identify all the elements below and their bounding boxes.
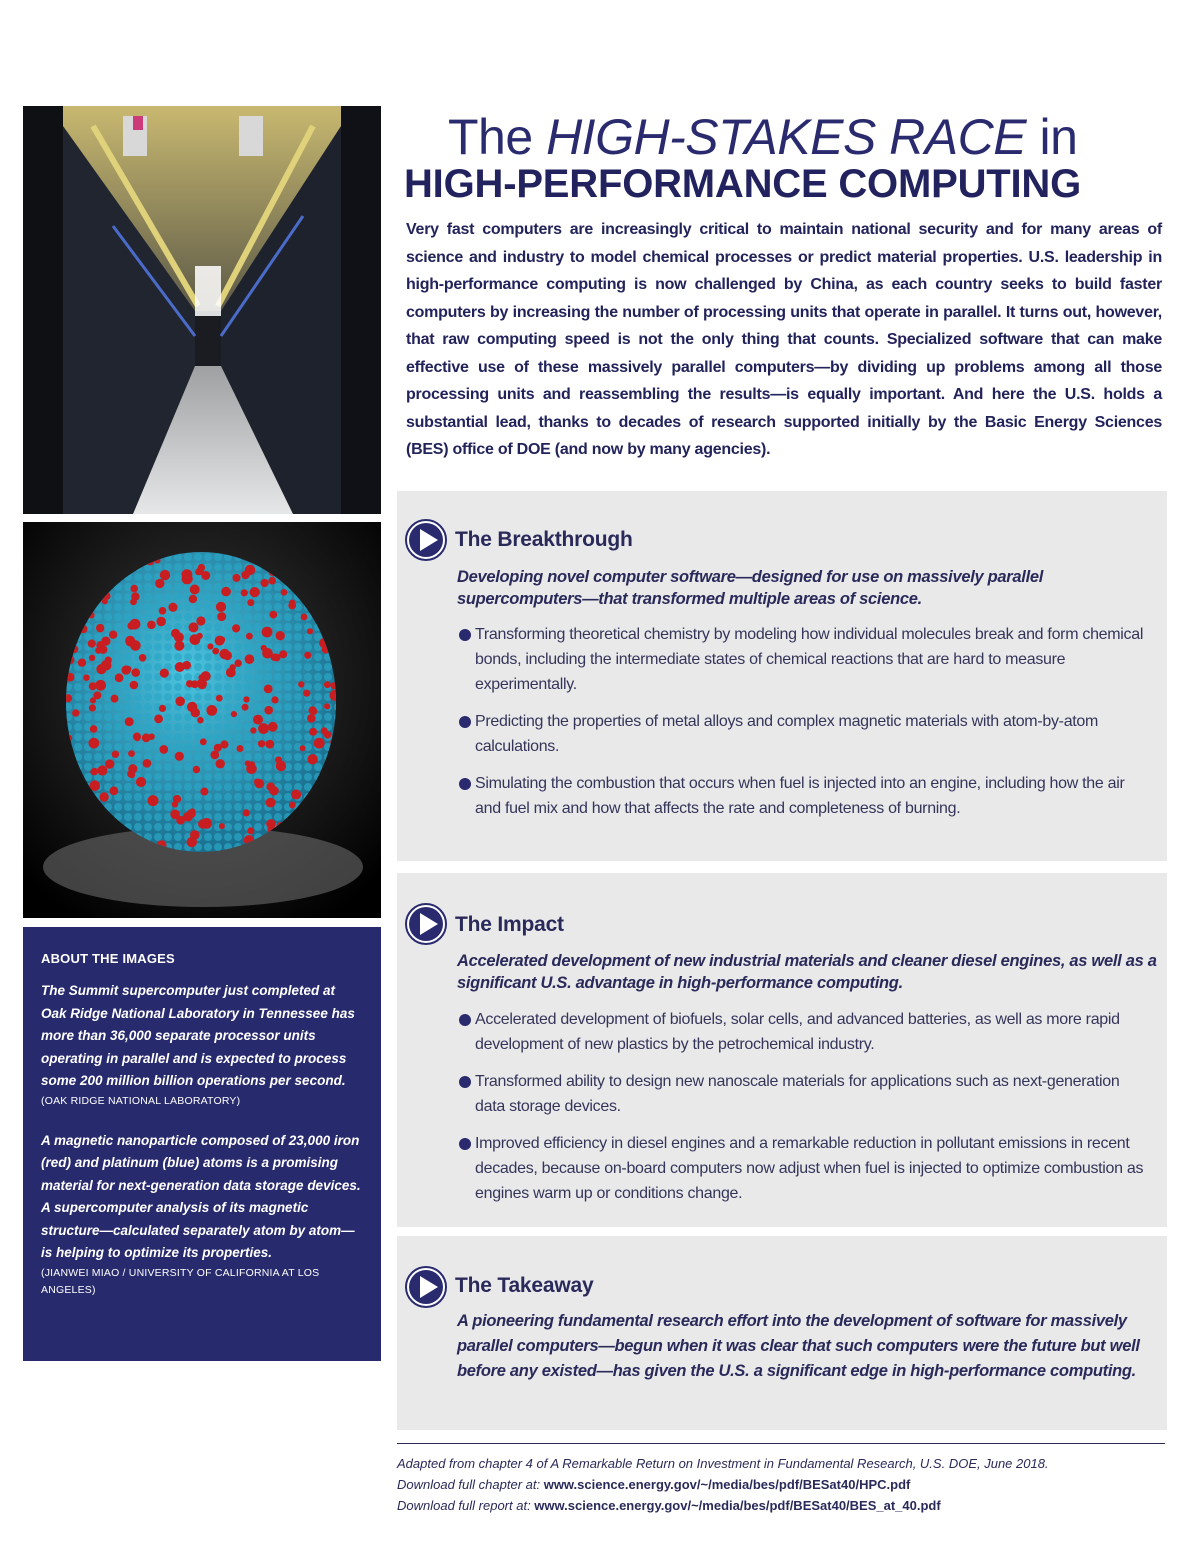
- iron-atom: [197, 717, 204, 724]
- iron-atom: [189, 622, 199, 632]
- iron-atom: [230, 664, 236, 670]
- nanoparticle-illustration: [23, 522, 381, 918]
- iron-atom: [131, 668, 140, 677]
- iron-atom: [154, 715, 163, 724]
- iron-atom: [189, 595, 197, 603]
- iron-atom: [147, 621, 156, 630]
- iron-atom: [139, 654, 147, 662]
- iron-atom: [217, 612, 226, 621]
- takeaway-title: The Takeaway: [455, 1274, 594, 1297]
- bullet-dot-icon: [459, 778, 471, 790]
- iron-atom: [128, 764, 137, 773]
- iron-atom: [212, 648, 219, 655]
- footer-adapted: Adapted from chapter 4 of A Remarkable Return on Investment in Fundamental Research, U.S. DOE, June 2018.: [397, 1456, 1049, 1471]
- iron-atom: [246, 633, 253, 640]
- list-item: [457, 771, 1147, 821]
- iron-atom: [136, 777, 146, 787]
- iron-atom: [255, 779, 265, 789]
- breakthrough-title: The Breakthrough: [455, 528, 633, 551]
- iron-atom: [90, 725, 98, 733]
- iron-atom: [159, 705, 166, 712]
- list-item: [457, 709, 1147, 759]
- iron-atom: [298, 681, 304, 687]
- title-post: in: [1026, 109, 1078, 165]
- iron-atom: [301, 614, 308, 621]
- iron-atom: [125, 666, 131, 672]
- iron-atom: [196, 616, 205, 625]
- iron-atom: [307, 754, 317, 764]
- iron-atom: [130, 640, 141, 651]
- iron-atom: [262, 627, 273, 638]
- footer-report-label: Download full report at:: [397, 1498, 535, 1513]
- credit-ornl: (OAK RIDGE NATIONAL LABORATORY): [41, 1094, 241, 1107]
- iron-atom: [288, 602, 296, 610]
- iron-atom: [310, 708, 317, 715]
- bullet-dot-icon: [459, 1076, 471, 1088]
- iron-atom: [216, 759, 225, 768]
- play-arrow-icon: [405, 903, 447, 945]
- iron-atom: [300, 745, 306, 751]
- iron-atom: [91, 768, 98, 775]
- iron-atom: [112, 751, 119, 758]
- iron-atom: [89, 738, 100, 749]
- bullet-text: Transforming theoretical chemistry by modeling how individual molecules break and form chemical bonds, including the intermediate states of chemical reactions that are hard to measure experimentally.: [475, 626, 1144, 693]
- iron-atom: [198, 681, 207, 690]
- iron-atom: [155, 579, 164, 588]
- impact-title: The Impact: [455, 913, 564, 936]
- iron-atom: [200, 788, 208, 796]
- iron-atom: [130, 585, 138, 593]
- list-item: [457, 622, 1147, 697]
- iron-atom: [281, 589, 288, 596]
- iron-atom: [271, 654, 278, 661]
- iron-atom: [276, 761, 286, 771]
- iron-atom: [324, 681, 331, 688]
- iron-atom: [247, 827, 254, 834]
- iron-atom: [173, 795, 181, 803]
- iron-atom: [250, 587, 260, 597]
- iron-atom: [231, 711, 237, 717]
- footer-chapter-line: [397, 1474, 1167, 1495]
- iron-atom: [201, 571, 210, 580]
- iron-atom: [201, 818, 212, 829]
- footer-report-link[interactable]: www.science.energy.gov/~/media/bes/pdf/BESat40/BES_at_40.pdf: [534, 1498, 941, 1513]
- footer-chapter-link[interactable]: www.science.energy.gov/~/media/bes/pdf/BESat40/HPC.pdf: [543, 1477, 911, 1492]
- iron-atom: [156, 617, 166, 627]
- iron-atom: [128, 750, 135, 757]
- iron-atom: [105, 657, 112, 664]
- iron-atom: [99, 792, 108, 801]
- iron-atom: [88, 640, 96, 648]
- iron-atom: [125, 717, 134, 726]
- list-item: [457, 1131, 1147, 1206]
- iron-atom: [148, 795, 159, 806]
- iron-atom: [175, 752, 184, 761]
- iron-atom: [210, 751, 219, 760]
- iron-atom: [83, 674, 90, 681]
- iron-atom: [142, 733, 151, 742]
- bullet-dot-icon: [459, 716, 471, 728]
- iron-atom: [321, 727, 328, 734]
- intro-paragraph: Very fast computers are increasingly critical to maintain national security and for many areas of science and industry to model chemical processes or predict material properties. U.S. leadership in high-performance computing is now challenged by China, as each country seeks to build faster computers by increasing the number of processing units that operate in parallel. It turns out, however, that raw computing speed is not the only thing that counts. Specialized software that can make effective use of these massively parallel computers—by dividing up problems among all those processing units and reassembling the results—is equally important. And here the U.S. holds a substantial lead, thanks to decades of research supported initially by the Basic Energy Sciences (BES) office of DOE (and now by many agencies).: [406, 221, 1162, 458]
- iron-atom: [237, 745, 244, 752]
- iron-atom: [159, 745, 168, 754]
- iron-atom: [143, 759, 152, 768]
- impact-list: [457, 1007, 1147, 1218]
- iron-atom: [268, 577, 276, 585]
- iron-atom: [115, 673, 124, 682]
- iron-atom: [200, 738, 207, 745]
- takeaway-subtitle: A pioneering fundamental research effort into the development of software for massively parallel computers—begun when it was clear that such computers were the future but well before any existed—has given the U.S. a significant edge in high-performance computing.: [457, 1312, 1140, 1380]
- bullet-text: Improved efficiency in diesel engines and a remarkable reduction in pollutant emissions in recent decades, because on-board computers now adjust when fuel is injected to optimize combustion as engines warm up or conditions change.: [475, 1135, 1144, 1202]
- iron-atom: [78, 659, 86, 667]
- iron-atom: [291, 790, 301, 800]
- iron-atom: [266, 819, 276, 829]
- about-heading: ABOUT THE IMAGES: [41, 951, 175, 966]
- impact-subtitle: Accelerated development of new industrial materials and cleaner diesel engines, as well as a significant U.S. advantage in high-performance computing.: [457, 952, 1157, 992]
- bullet-text: Predicting the properties of metal alloys and complex magnetic materials with atom-by-atom calculations.: [475, 713, 1099, 755]
- iron-atom: [261, 645, 267, 651]
- iron-atom: [309, 728, 317, 736]
- iron-atom: [127, 622, 135, 630]
- iron-atom: [279, 650, 287, 658]
- play-arrow-icon: [405, 1266, 447, 1308]
- play-arrow-icon: [405, 519, 447, 561]
- caption-nanoparticle: A magnetic nanoparticle composed of 23,000 iron (red) and platinum (blue) atoms is a promising material for next-generation data storage devices. A supercomputer analysis of its magnetic structure—calculated separately atom by atom—is helping to optimize its properties.: [41, 1132, 361, 1260]
- iron-atom: [90, 697, 96, 703]
- iron-atom: [233, 574, 241, 582]
- iron-atom: [242, 704, 249, 711]
- iron-atom: [89, 682, 97, 690]
- bullet-text: Simulating the combustion that occurs when fuel is injected into an engine, including how the air and fuel mix and how that affects the rate and completeness of burning.: [475, 775, 1125, 817]
- iron-atom: [109, 631, 117, 639]
- iron-atom: [97, 765, 107, 775]
- iron-atom: [246, 763, 257, 774]
- iron-atom: [307, 628, 313, 634]
- title-pre: The: [448, 109, 547, 165]
- iron-atom: [253, 715, 263, 725]
- iron-atom: [190, 830, 200, 840]
- iron-atom: [258, 723, 269, 734]
- list-item: [457, 1007, 1147, 1057]
- summit-supercomputer-photo: [23, 106, 381, 514]
- iron-atom: [261, 579, 269, 587]
- iron-atom: [266, 798, 276, 808]
- iron-atom: [190, 585, 200, 595]
- credit-ucla: (JIANWEI MIAO / UNIVERSITY OF CALIFORNIA AT LOS ANGELES): [41, 1266, 320, 1296]
- footer-report-line: [397, 1495, 1167, 1516]
- iron-atom: [170, 810, 180, 820]
- iron-atom: [247, 599, 254, 606]
- iron-atom: [250, 727, 256, 733]
- page-title-line1: [448, 108, 1077, 166]
- iron-atom: [72, 709, 79, 716]
- iron-atom: [245, 654, 255, 664]
- iron-atom: [307, 714, 316, 723]
- iron-atom: [191, 708, 200, 717]
- iron-atom: [130, 681, 139, 690]
- iron-atom: [131, 592, 139, 600]
- iron-atom: [111, 695, 119, 703]
- iron-atom: [271, 696, 278, 703]
- iron-atom: [171, 629, 180, 638]
- bullet-dot-icon: [459, 1014, 471, 1026]
- bullet-text: Transformed ability to design new nanoscale materials for applications such as next-generation data storage devices.: [475, 1073, 1120, 1115]
- iron-atom: [265, 740, 274, 749]
- iron-atom: [303, 690, 310, 697]
- iron-atom: [241, 589, 248, 596]
- iron-atom: [168, 603, 177, 612]
- iron-atom: [289, 802, 296, 809]
- iron-atom: [276, 631, 285, 640]
- iron-atom: [193, 766, 200, 773]
- page-title-line2: HIGH-PERFORMANCE COMPUTING: [404, 162, 1082, 206]
- iron-atom: [314, 738, 325, 749]
- breakthrough-list: [457, 622, 1147, 833]
- iron-atom: [207, 643, 213, 649]
- iron-atom: [269, 611, 277, 619]
- iron-atom: [220, 740, 228, 748]
- iron-atom: [134, 734, 141, 741]
- iron-atom: [95, 680, 106, 691]
- iron-atom: [304, 652, 311, 659]
- breakthrough-subtitle: Developing novel computer software—designed for use on massively parallel supercomputers—that transformed multiple areas of science.: [457, 568, 1044, 608]
- about-the-images-panel: [23, 927, 381, 1361]
- iron-atom: [219, 823, 225, 829]
- title-emphasis: HIGH-STAKES RACE: [546, 109, 1027, 165]
- iron-atom: [264, 685, 273, 694]
- iron-atom: [243, 809, 250, 816]
- iron-atom: [159, 607, 167, 615]
- iron-atom: [182, 569, 193, 580]
- iron-atom: [243, 696, 249, 702]
- iron-atom: [197, 633, 203, 639]
- corridor-illustration: [23, 106, 381, 514]
- footer-divider: [397, 1443, 1165, 1444]
- iron-atom: [96, 624, 104, 632]
- bullet-dot-icon: [459, 1138, 471, 1150]
- iron-atom: [101, 637, 110, 646]
- iron-atom: [195, 569, 202, 576]
- list-item: [457, 1069, 1147, 1119]
- takeaway-panel: [397, 1236, 1167, 1430]
- iron-atom: [191, 680, 199, 688]
- iron-atom: [160, 669, 169, 678]
- iron-atom: [189, 808, 196, 815]
- iron-atom: [160, 570, 170, 580]
- iron-atom: [174, 641, 184, 651]
- iron-atom: [175, 662, 185, 672]
- breakthrough-panel: [397, 491, 1167, 861]
- iron-atom: [89, 655, 95, 661]
- iron-atom: [324, 703, 330, 709]
- iron-atom: [232, 624, 240, 632]
- iron-atom: [268, 722, 278, 732]
- footer: [397, 1453, 1167, 1516]
- iron-atom: [89, 704, 96, 711]
- impact-panel: [397, 873, 1167, 1227]
- iron-atom: [235, 660, 242, 667]
- iron-atom: [216, 602, 226, 612]
- iron-atom: [269, 786, 278, 795]
- iron-atom: [175, 697, 185, 707]
- iron-atom: [245, 565, 255, 575]
- bullet-dot-icon: [459, 629, 471, 641]
- iron-atom: [264, 706, 273, 715]
- iron-atom: [258, 740, 265, 747]
- iron-atom: [201, 671, 211, 681]
- iron-atom: [221, 587, 231, 597]
- bullet-text: Accelerated development of biofuels, solar cells, and advanced batteries, as well as more rapid development of new plastics by the petrochemical industry.: [475, 1011, 1120, 1053]
- iron-atom: [216, 695, 223, 702]
- iron-atom: [110, 786, 119, 795]
- iron-atom: [219, 649, 229, 659]
- caption-summit: The Summit supercomputer just completed at Oak Ridge National Laboratory in Tennessee has more than 36,000 separate processor units operating in parallel and is expected to process some 200 million billion operations per second.: [41, 983, 355, 1088]
- iron-atom: [218, 636, 225, 643]
- iron-atom: [206, 705, 217, 716]
- nanoparticle-photo: [23, 522, 381, 918]
- footer-chapter-label: Download full chapter at:: [397, 1477, 544, 1492]
